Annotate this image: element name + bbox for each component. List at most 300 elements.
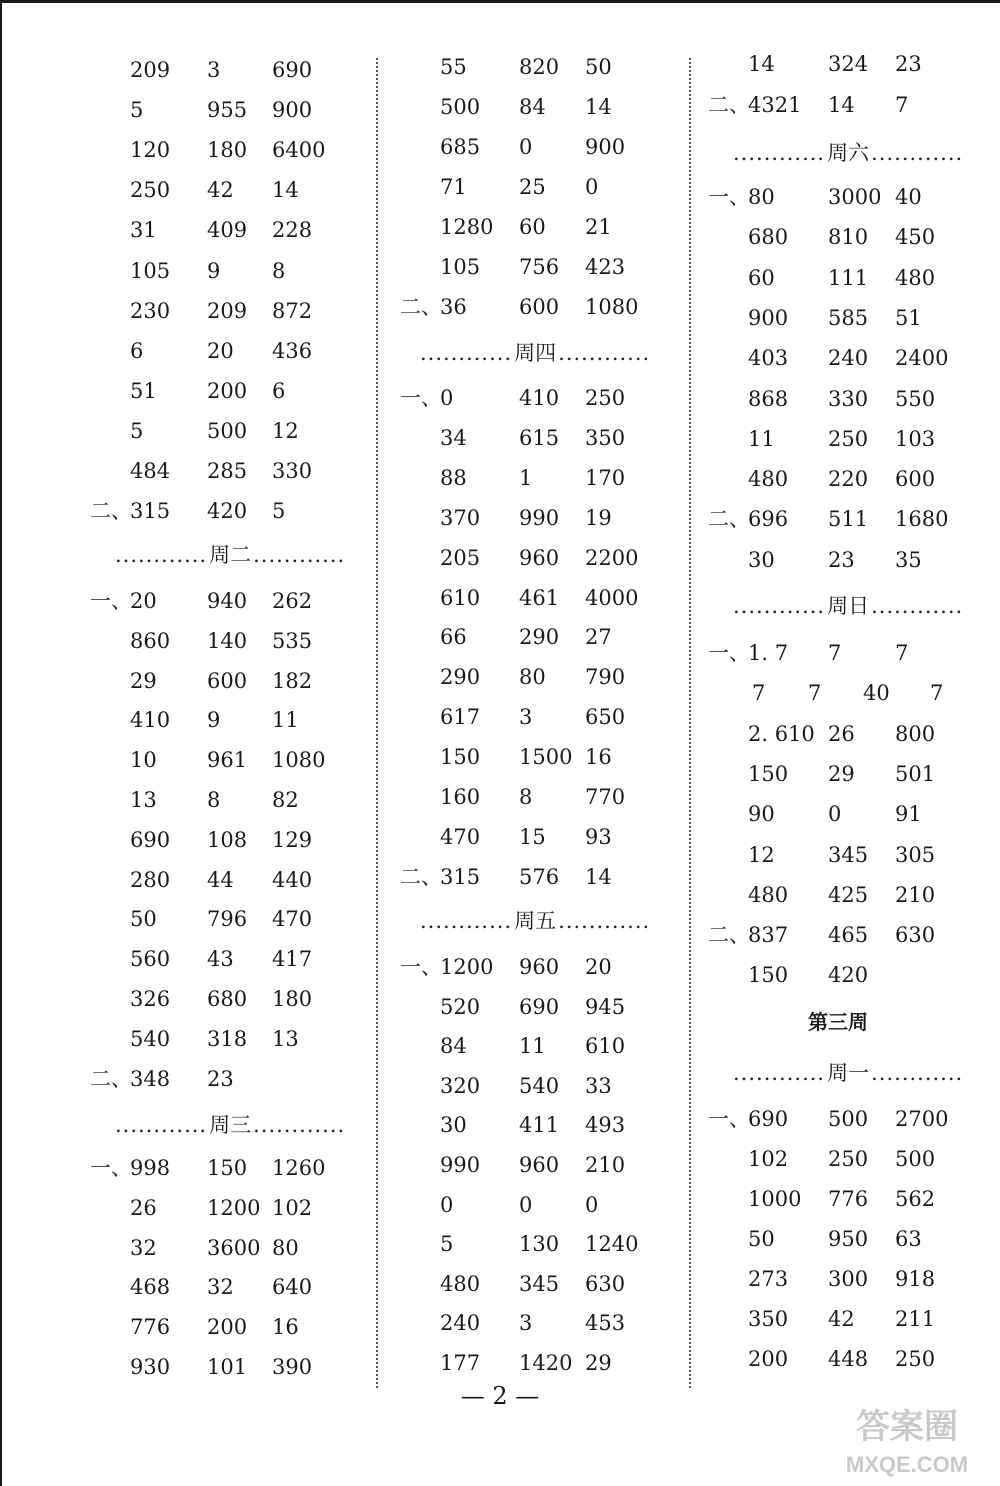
answer-value: 540	[130, 1026, 171, 1051]
answer-value: 1680	[895, 507, 949, 532]
answer-value: 29	[828, 761, 855, 786]
answer-value: 615	[519, 425, 560, 450]
answer-value: 180	[272, 987, 313, 1011]
answer-value: 60	[519, 215, 546, 239]
answer-value: 0	[585, 175, 599, 199]
answer-value: 511	[828, 507, 869, 532]
answer-value: 51	[130, 378, 157, 403]
answer-value: 350	[585, 425, 626, 450]
answer-value: 868	[748, 386, 789, 411]
answer-value: 500	[828, 1107, 869, 1131]
answer-value: 200	[748, 1347, 789, 1371]
answer-value: 6	[272, 378, 286, 403]
answer-value: 88	[440, 465, 467, 490]
answer-value: 30	[440, 1113, 467, 1138]
answer-value: 950	[828, 1227, 869, 1251]
answer-value: 150	[748, 761, 789, 786]
day-heading-text: 周三	[209, 1113, 252, 1137]
answer-value: 105	[440, 255, 481, 279]
answer-value: 43	[207, 947, 234, 972]
answer-value: 230	[130, 298, 171, 323]
answer-value: 250	[828, 1147, 869, 1171]
answer-value: 330	[828, 386, 869, 411]
answer-value: 40	[863, 681, 890, 706]
answer-value: 290	[519, 625, 560, 650]
answer-value: 348	[130, 1066, 171, 1091]
answer-value: 29	[585, 1351, 612, 1375]
answer-value: 1240	[585, 1232, 639, 1257]
answer-value: 409	[207, 218, 248, 243]
answer-value: 318	[207, 1026, 248, 1051]
question-number: 二、	[708, 93, 750, 117]
day-heading	[115, 540, 345, 570]
question-number: 二、	[90, 499, 132, 524]
day-heading	[115, 1110, 345, 1140]
answer-value: 7	[895, 641, 909, 665]
answer-value: 60	[748, 265, 775, 290]
answer-value: 7	[828, 641, 842, 665]
answer-value: 436	[272, 338, 313, 363]
answer-value: 82	[272, 788, 299, 812]
answer-value: 105	[130, 258, 171, 283]
answer-value: 690	[130, 827, 171, 852]
answer-value: 810	[828, 225, 869, 250]
answer-value: 20	[207, 338, 234, 363]
answer-value: 12	[748, 842, 775, 867]
answer-value: 40	[895, 185, 922, 209]
answer-value: 600	[207, 668, 248, 693]
answer-value: 520	[440, 994, 481, 1019]
answer-value: 228	[272, 218, 313, 243]
answer-value: 50	[748, 1227, 775, 1251]
answer-value: 31	[130, 218, 157, 243]
answer-value: 35	[895, 547, 922, 572]
answer-value: 420	[828, 963, 869, 988]
answer-value: 210	[895, 882, 936, 907]
answer-value: 42	[207, 178, 234, 203]
answer-value: 440	[272, 867, 313, 892]
answer-value: 7	[808, 681, 822, 706]
answer-value: 0	[519, 135, 533, 159]
answer-value: 3000	[828, 185, 882, 209]
answer-value: 961	[207, 748, 248, 773]
answer-value: 32	[207, 1275, 234, 1300]
answer-value: 25	[519, 175, 546, 199]
answer-value: 30	[748, 547, 775, 572]
answer-value: 36	[440, 295, 467, 319]
answer-value: 140	[207, 628, 248, 653]
day-heading-text: 周二	[209, 543, 252, 567]
answer-value: 448	[828, 1347, 869, 1371]
answer-value: 617	[440, 705, 481, 730]
answer-value: 930	[130, 1355, 171, 1379]
answer-value: 940	[207, 589, 248, 613]
answer-value: 250	[585, 386, 626, 410]
answer-value: 480	[440, 1271, 481, 1296]
answer-value: 640	[272, 1275, 313, 1300]
question-number: 一、	[90, 1156, 132, 1180]
answer-value: 470	[272, 907, 313, 932]
answer-value: 315	[130, 499, 171, 524]
answer-value: 990	[519, 505, 560, 530]
answer-value: 500	[207, 418, 248, 443]
answer-value: 610	[585, 1034, 626, 1059]
answer-value: 345	[519, 1271, 560, 1296]
answer-value: 2200	[585, 545, 639, 570]
answer-value: 1420	[519, 1351, 573, 1375]
answer-value: 320	[440, 1073, 481, 1098]
answer-value: 211	[895, 1307, 936, 1331]
answer-value: 200	[207, 378, 248, 403]
answer-value: 4321	[748, 93, 802, 117]
answer-value: 16	[272, 1315, 299, 1340]
answer-value: 120	[130, 138, 171, 163]
answer-value: 14	[828, 93, 855, 117]
answer-value: 1. 7	[748, 641, 789, 665]
question-number: 一、	[708, 641, 750, 665]
answer-value: 209	[207, 298, 248, 323]
dotted-leader: ............	[871, 141, 964, 165]
answer-value: 3	[207, 58, 221, 82]
answer-value: 860	[130, 628, 171, 653]
answer-value: 63	[895, 1227, 922, 1251]
answer-value: 15	[519, 824, 546, 849]
answer-value: 0	[519, 1192, 533, 1217]
answer-value: 13	[130, 788, 157, 812]
answer-value: 220	[828, 467, 869, 492]
answer-value: 14	[272, 178, 299, 203]
answer-value: 8	[272, 258, 286, 283]
answer-value: 960	[519, 1153, 560, 1177]
answer-value: 33	[585, 1073, 612, 1098]
answer-value: 837	[748, 923, 789, 948]
day-heading-text: 周五	[514, 909, 557, 933]
answer-value: 250	[828, 426, 869, 451]
dotted-leader: ............	[871, 594, 964, 618]
answer-value: 945	[585, 994, 626, 1019]
answer-value: 450	[895, 225, 936, 250]
answer-value: 998	[130, 1156, 171, 1180]
answer-value: 26	[828, 721, 855, 746]
answer-value: 32	[130, 1235, 157, 1260]
dotted-leader: ............	[253, 1113, 346, 1137]
answer-value: 108	[207, 827, 248, 852]
answer-value: 680	[748, 225, 789, 250]
day-heading	[733, 1058, 963, 1088]
answer-value: 630	[585, 1271, 626, 1296]
answer-value: 1500	[519, 745, 573, 770]
day-heading-text: 周四	[514, 341, 557, 365]
answer-value: 42	[828, 1307, 855, 1331]
answer-value: 21	[585, 215, 612, 239]
answer-value: 680	[207, 987, 248, 1011]
answer-value: 20	[585, 955, 612, 979]
answer-value: 390	[272, 1355, 313, 1379]
answer-value: 420	[207, 499, 248, 524]
answer-value: 7	[895, 93, 909, 117]
answer-value: 19	[585, 505, 612, 530]
answer-value: 900	[748, 305, 789, 330]
answer-value: 0	[440, 386, 454, 410]
answer-value: 326	[130, 987, 171, 1011]
answer-value: 417	[272, 947, 313, 972]
answer-value: 0	[440, 1192, 454, 1217]
answer-value: 102	[748, 1147, 789, 1171]
answer-value: 55	[440, 55, 467, 79]
answer-value: 50	[585, 55, 612, 79]
answer-value: 101	[207, 1355, 248, 1379]
question-number: 一、	[90, 589, 132, 613]
answer-value: 66	[440, 625, 467, 650]
answer-value: 12	[272, 418, 299, 443]
answer-value: 0	[585, 1192, 599, 1217]
page-top-border	[0, 0, 1000, 3]
answer-value: 44	[207, 867, 234, 892]
answer-value: 493	[585, 1113, 626, 1138]
answer-value: 80	[748, 185, 775, 209]
dotted-leader: ............	[558, 341, 651, 365]
answer-value: 14	[748, 52, 775, 76]
answer-value: 240	[440, 1311, 481, 1336]
dotted-leader: ............	[733, 1061, 826, 1085]
answer-value: 11	[519, 1034, 546, 1059]
answer-value: 14	[585, 95, 612, 119]
answer-value: 900	[585, 135, 626, 159]
answer-value: 290	[440, 665, 481, 690]
answer-value: 26	[130, 1195, 157, 1220]
answer-value: 240	[828, 346, 869, 371]
question-number: 二、	[708, 923, 750, 948]
answer-value: 6	[130, 338, 144, 363]
answer-value: 13	[272, 1026, 299, 1051]
answer-value: 250	[130, 178, 171, 203]
answer-value: 130	[519, 1232, 560, 1257]
answer-value: 790	[585, 665, 626, 690]
answer-value: 5	[440, 1232, 454, 1257]
answer-value: 11	[748, 426, 775, 451]
answer-value: 796	[207, 907, 248, 932]
answer-value: 14	[585, 864, 612, 889]
answer-value: 585	[828, 305, 869, 330]
day-heading	[420, 906, 650, 936]
answer-value: 315	[440, 864, 481, 889]
watermark-url: MXQE.COM	[845, 1452, 969, 1477]
answer-value: 1260	[272, 1156, 326, 1180]
answer-value: 990	[440, 1153, 481, 1177]
day-heading-text: 周日	[827, 594, 870, 618]
answer-value: 210	[585, 1153, 626, 1177]
answer-value: 480	[895, 265, 936, 290]
answer-value: 480	[748, 467, 789, 492]
answer-value: 480	[748, 882, 789, 907]
answer-value: 150	[748, 963, 789, 988]
answer-value: 350	[748, 1307, 789, 1331]
answer-value: 150	[440, 745, 481, 770]
answer-value: 425	[828, 882, 869, 907]
answer-value: 8	[207, 788, 221, 812]
answer-value: 8	[519, 785, 533, 809]
answer-value: 820	[519, 55, 560, 79]
answer-value: 93	[585, 824, 612, 849]
answer-value: 111	[828, 265, 869, 290]
answer-value: 501	[895, 761, 936, 786]
answer-value: 20	[130, 589, 157, 613]
answer-value: 262	[272, 589, 313, 613]
answer-value: 6400	[272, 138, 326, 163]
answer-value: 11	[272, 708, 299, 733]
answer-value: 51	[895, 305, 922, 330]
answer-value: 410	[130, 708, 171, 733]
answer-value: 1080	[272, 748, 326, 773]
answer-value: 280	[130, 867, 171, 892]
answer-value: 180	[207, 138, 248, 163]
answer-value: 600	[519, 295, 560, 319]
answer-value: 960	[519, 955, 560, 979]
answer-value: 273	[748, 1267, 789, 1291]
answer-value: 1080	[585, 295, 639, 319]
answer-value: 960	[519, 545, 560, 570]
day-heading-text: 周一	[827, 1061, 870, 1085]
answer-value: 576	[519, 864, 560, 889]
answer-value: 90	[748, 802, 775, 827]
answer-value: 29	[130, 668, 157, 693]
answer-value: 324	[828, 52, 869, 76]
answer-value: 500	[440, 95, 481, 119]
answer-value: 776	[828, 1187, 869, 1211]
answer-value: 5	[130, 98, 144, 123]
answer-value: 776	[130, 1315, 171, 1340]
answer-value: 177	[440, 1351, 481, 1375]
answer-value: 0	[828, 802, 842, 827]
answer-value: 410	[519, 386, 560, 410]
question-number: 二、	[708, 507, 750, 532]
answer-value: 600	[895, 467, 936, 492]
answer-value: 560	[130, 947, 171, 972]
answer-value: 200	[207, 1315, 248, 1340]
dotted-leader: ............	[420, 909, 513, 933]
answer-value: 690	[748, 1107, 789, 1131]
answer-value: 411	[519, 1113, 560, 1138]
answer-value: 285	[207, 459, 248, 483]
answer-value: 610	[440, 585, 481, 610]
question-number: 二、	[90, 1066, 132, 1091]
answer-value: 345	[828, 842, 869, 867]
answer-value: 160	[440, 785, 481, 809]
question-number: 一、	[708, 185, 750, 209]
page-left-border	[0, 0, 2, 1486]
dotted-leader: ............	[115, 1113, 208, 1137]
answer-value: 1	[519, 465, 533, 490]
answer-value: 690	[519, 994, 560, 1019]
answer-value: 696	[748, 507, 789, 532]
answer-value: 550	[895, 386, 936, 411]
answer-value: 370	[440, 505, 481, 530]
answer-value: 250	[895, 1347, 936, 1371]
question-number: 一、	[708, 1107, 750, 1131]
answer-value: 461	[519, 585, 560, 610]
day-heading	[733, 138, 963, 168]
answer-value: 9	[207, 708, 221, 733]
day-heading-text: 周六	[827, 141, 870, 165]
answer-value: 562	[895, 1187, 936, 1211]
answer-value: 872	[272, 298, 313, 323]
answer-value: 423	[585, 255, 626, 279]
answer-value: 91	[895, 802, 922, 827]
dotted-leader: ............	[420, 341, 513, 365]
day-heading	[733, 591, 963, 621]
watermark-title: 答案圈	[856, 1408, 958, 1446]
answer-value: 27	[585, 625, 612, 650]
answer-value: 540	[519, 1073, 560, 1098]
answer-value: 84	[440, 1034, 467, 1059]
dotted-leader: ............	[115, 543, 208, 567]
week-title: 第三周	[808, 1010, 868, 1034]
column-divider-2	[689, 58, 691, 1388]
answer-value: 23	[895, 52, 922, 76]
answer-value: 205	[440, 545, 481, 570]
answer-value: 7	[752, 681, 766, 706]
answer-value: 630	[895, 923, 936, 948]
answer-value: 1200	[440, 955, 494, 979]
answer-value: 209	[130, 58, 171, 82]
answer-value: 9	[207, 258, 221, 283]
answer-value: 129	[272, 827, 313, 852]
answer-value: 484	[130, 459, 171, 483]
answer-value: 770	[585, 785, 626, 809]
answer-value: 330	[272, 459, 313, 483]
answer-value: 800	[895, 721, 936, 746]
answer-value: 84	[519, 95, 546, 119]
answer-value: 2700	[895, 1107, 949, 1131]
dotted-leader: ............	[733, 141, 826, 165]
answer-value: 955	[207, 98, 248, 123]
answer-value: 50	[130, 907, 157, 932]
dotted-leader: ............	[733, 594, 826, 618]
answer-value: 1000	[748, 1187, 802, 1211]
answer-value: 103	[895, 426, 936, 451]
answer-value: 80	[519, 665, 546, 690]
answer-value: 2. 610	[748, 721, 815, 746]
answer-value: 3	[519, 1311, 533, 1336]
answer-value: 23	[207, 1066, 234, 1091]
answer-value: 690	[272, 58, 313, 82]
answer-value: 300	[828, 1267, 869, 1291]
answer-value: 465	[828, 923, 869, 948]
dotted-leader: ............	[558, 909, 651, 933]
answer-value: 23	[828, 547, 855, 572]
answer-value: 5	[130, 418, 144, 443]
answer-value: 918	[895, 1267, 936, 1291]
answer-value: 3	[519, 705, 533, 730]
answer-value: 468	[130, 1275, 171, 1300]
watermark-logo	[822, 1400, 992, 1480]
answer-value: 170	[585, 465, 626, 490]
day-heading	[420, 338, 650, 368]
dotted-leader: ............	[871, 1061, 964, 1085]
answer-value: 470	[440, 824, 481, 849]
answer-value: 34	[440, 425, 467, 450]
answer-value: 650	[585, 705, 626, 730]
answer-value: 150	[207, 1156, 248, 1180]
column-divider-1	[376, 58, 378, 1388]
answer-value: 535	[272, 628, 313, 653]
answer-value: 16	[585, 745, 612, 770]
answer-value: 756	[519, 255, 560, 279]
answer-value: 4000	[585, 585, 639, 610]
answer-value: 403	[748, 346, 789, 371]
question-number: 二、	[400, 864, 442, 889]
answer-value: 900	[272, 98, 313, 123]
